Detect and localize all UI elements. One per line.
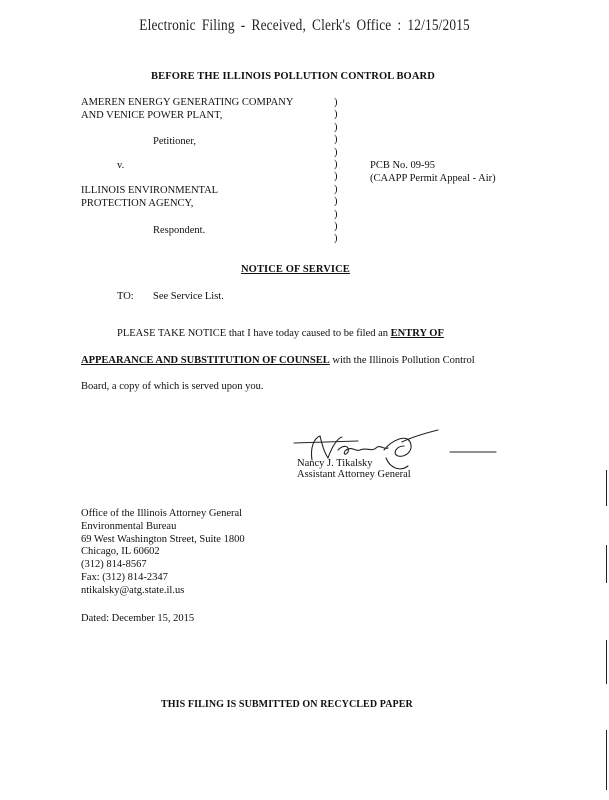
case-type: (CAAPP Permit Appeal - Air) — [370, 173, 496, 184]
notice-title: NOTICE OF SERVICE — [241, 264, 350, 275]
board-heading: BEFORE THE ILLINOIS POLLUTION CONTROL BOARD — [151, 71, 435, 82]
office-address — [81, 508, 245, 598]
notice-document-title-2: APPEARANCE AND SUBSTITUTION OF COUNSEL — [81, 355, 330, 366]
office-line: Office of the Illinois Attorney General — [81, 508, 243, 519]
caption-bracket: ) ) ) ) ) ) ) ) ) ) ) ) — [334, 97, 338, 245]
scan-edge-mark — [606, 470, 607, 506]
scan-edge-mark — [606, 640, 607, 684]
dated-line: Dated: December 15, 2015 — [81, 613, 195, 624]
respondent-line-2: PROTECTION AGENCY, — [81, 198, 194, 209]
office-fax: Fax: (312) 814-2347 — [81, 571, 168, 583]
respondent-role: Respondent. — [153, 225, 206, 236]
petitioner-line-1: AMEREN ENERGY GENERATING COMPANY — [81, 97, 294, 108]
notice-body-text-2: with the Illinois Pollution Control — [332, 355, 475, 366]
scan-edge-mark — [606, 545, 607, 583]
notice-document-title-1: ENTRY OF — [390, 328, 444, 339]
office-line: Chicago, IL 60602 — [81, 546, 160, 558]
notice-body-line-2 — [81, 354, 475, 367]
notice-body-line-3: Board, a copy of which is served upon you. — [81, 381, 264, 392]
signer-name: Nancy J. Tikalsky — [297, 458, 373, 469]
to-label: TO: — [117, 291, 134, 302]
scan-edge-mark — [606, 730, 607, 790]
office-phone: (312) 814-8567 — [81, 559, 147, 571]
notice-body-text-1: PLEASE TAKE NOTICE that I have today caused to be filed an — [117, 328, 389, 339]
filing-stamp: Electronic Filing - Received, Clerk's Office : 12/15/2015 — [139, 17, 470, 34]
petitioner-role: Petitioner, — [153, 136, 197, 147]
petitioner-line-2: AND VENICE POWER PLANT, — [81, 110, 223, 121]
signer-title: Assistant Attorney General — [297, 469, 411, 480]
office-email: ntikalsky@atg.state.il.us — [81, 584, 185, 596]
recycled-paper-footer: THIS FILING IS SUBMITTED ON RECYCLED PAPER — [161, 699, 413, 710]
case-number: PCB No. 09-95 — [370, 160, 436, 171]
versus-label: v. — [117, 160, 125, 171]
respondent-line-1: ILLINOIS ENVIRONMENTAL — [81, 185, 219, 196]
office-line: 69 West Washington Street, Suite 1800 — [81, 533, 245, 545]
to-value: See Service List. — [153, 291, 224, 302]
notice-body-line-1 — [117, 327, 444, 340]
office-line: Environmental Bureau — [81, 520, 177, 532]
